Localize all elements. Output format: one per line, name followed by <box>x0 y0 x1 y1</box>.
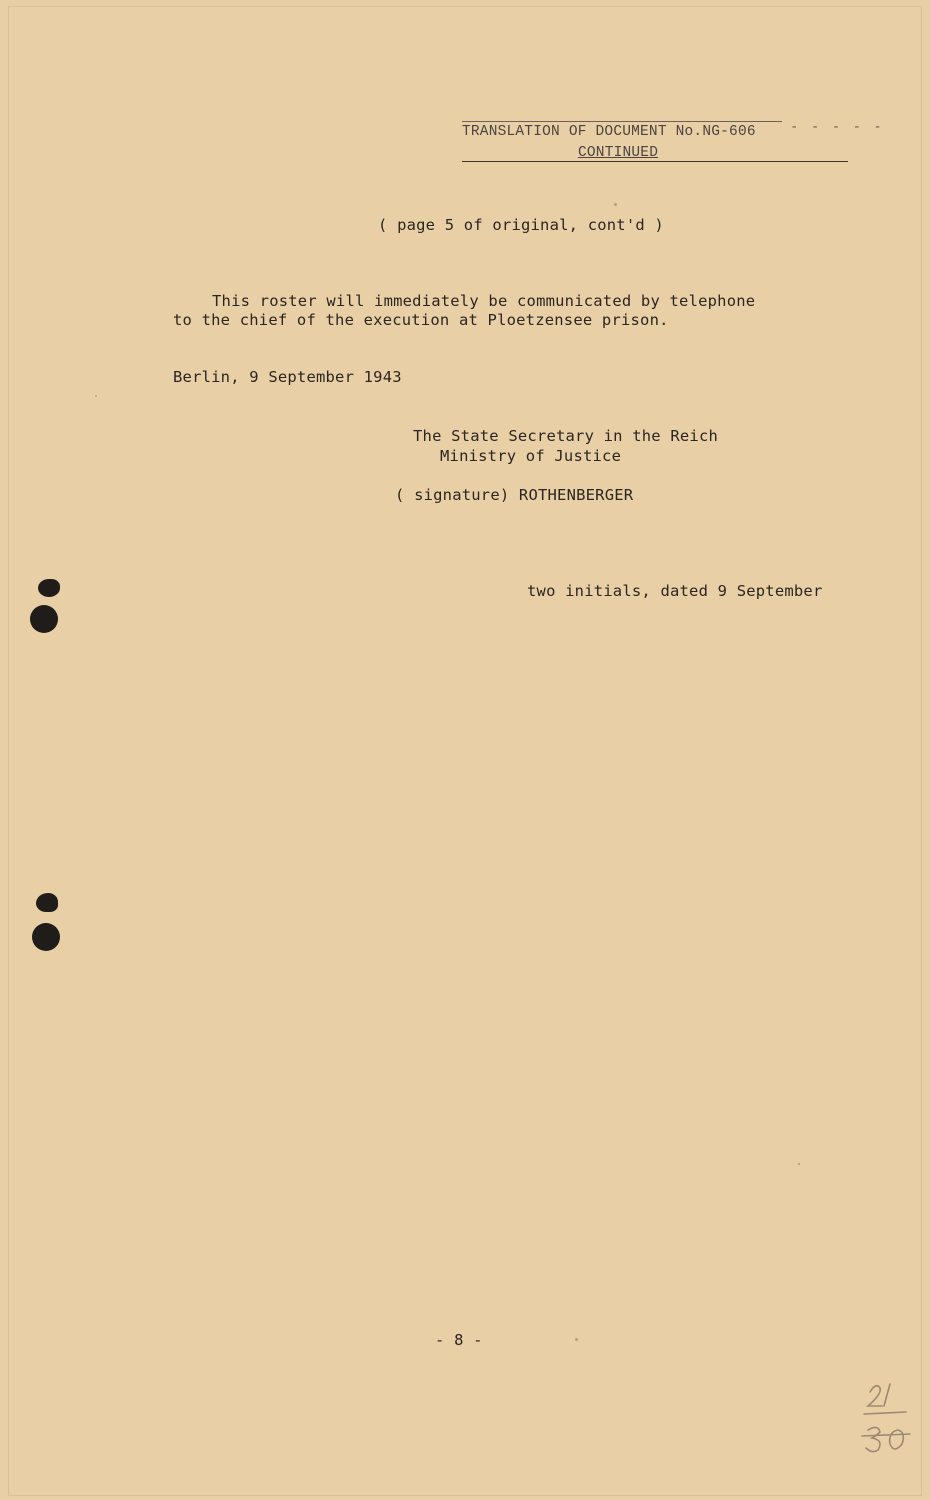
place-date: Berlin, 9 September 1943 <box>173 368 402 386</box>
punch-hole <box>30 605 58 633</box>
document-header-subtitle: CONTINUED <box>578 145 659 161</box>
signature: ( signature) ROTHENBERGER <box>395 486 634 504</box>
body-text-line: This roster will immediately be communicated by telephone <box>212 292 756 310</box>
signatory-title-line: The State Secretary in the Reich <box>413 427 719 445</box>
initials-note: two initials, dated 9 September <box>527 582 823 600</box>
header-underline <box>462 161 848 162</box>
paper-speck <box>798 1163 800 1165</box>
archive-pencil-mark <box>858 1378 918 1474</box>
header-dashes: - - - - - <box>790 119 884 135</box>
signatory-title-line: Ministry of Justice <box>440 447 622 465</box>
body-text-line: to the chief of the execution at Ploetzensee prison. <box>173 311 669 329</box>
punch-hole <box>38 579 60 597</box>
paper-speck <box>614 203 617 206</box>
paper-speck <box>95 395 97 397</box>
punch-hole <box>32 923 60 951</box>
header-overline <box>462 121 782 122</box>
page-number: - 8 - <box>435 1331 483 1349</box>
punch-hole <box>36 893 58 912</box>
document-header-title: TRANSLATION OF DOCUMENT No.NG-606 <box>462 124 756 140</box>
page-reference: ( page 5 of original, cont'd ) <box>378 216 664 234</box>
paper-speck <box>575 1338 578 1341</box>
